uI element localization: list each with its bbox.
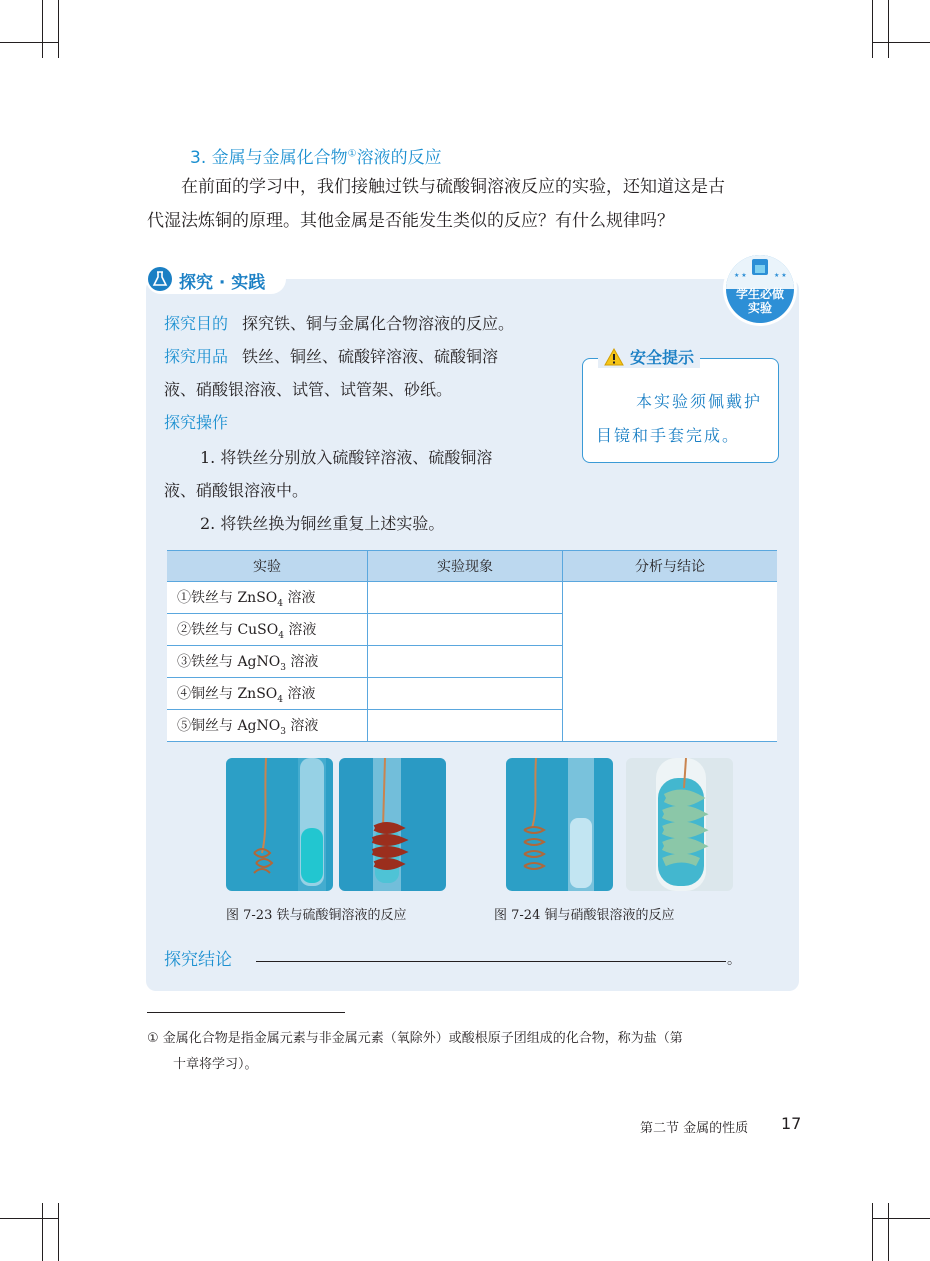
footnote (147, 1026, 807, 1078)
warning-icon (604, 348, 624, 366)
heading-text: 3. 金属与金属化合物 (190, 148, 348, 168)
materials-line-1: 铁丝、铜丝、硫酸锌溶液、硫酸铜溶 (242, 347, 499, 366)
experiment-cell: ③铁丝与 AgNO$_3$ 溶液 (167, 646, 368, 678)
phenomenon-cell[interactable] (368, 710, 563, 742)
intro-line-2: 代湿法炼铜的原理。其他金属是否能发生类似的反应？有什么规律吗？ (147, 211, 674, 231)
analysis-cell[interactable] (563, 582, 778, 742)
step1-line-2: 液、硝酸银溶液中。 (164, 481, 309, 500)
figure-caption-7-23: 图 7-23 铁与硫酸铜溶液的反应 (226, 908, 407, 923)
materials-label: 探究用品 (164, 347, 229, 366)
header-phenomenon: 实验现象 (368, 551, 563, 582)
purpose-label: 探究目的 (164, 314, 229, 333)
header-experiment: 实验 (167, 551, 368, 582)
intro-line-1: 在前面的学习中，我们接触过铁与硫酸铜溶液反应的实验，还知道这是古 (181, 177, 725, 197)
badge-line-2: 实验 (747, 301, 773, 315)
conclusion-blank[interactable] (256, 961, 726, 962)
figure-caption-7-24: 图 7-24 铜与硝酸银溶液的反应 (494, 908, 675, 923)
phenomenon-cell[interactable] (368, 646, 563, 678)
experiment-cell: ⑤铜丝与 AgNO$_3$ 溶液 (167, 710, 368, 742)
photo-iron-wire-before (226, 758, 333, 891)
operation-label: 探究操作 (164, 413, 229, 432)
required-experiment-badge (722, 251, 798, 327)
footnote-marker: ① (347, 148, 357, 160)
phenomenon-cell[interactable] (368, 614, 563, 646)
experiment-table (167, 550, 777, 742)
tag-label: 探究 · 实践 (179, 273, 266, 293)
flask-icon (148, 267, 172, 291)
photo-copper-wire-after (626, 758, 733, 891)
footnote-rule (147, 1012, 345, 1013)
purpose-row (164, 314, 514, 334)
experiment-cell: ④铜丝与 ZnSO$_4$ 溶液 (167, 678, 368, 710)
step2: 2. 将铁丝换为铜丝重复上述实验。 (200, 514, 445, 533)
section-heading (190, 143, 442, 168)
phenomenon-cell[interactable] (368, 582, 563, 614)
svg-text:★ ★: ★ ★ (734, 272, 747, 279)
experiment-cell: ①铁丝与 ZnSO$_4$ 溶液 (167, 582, 368, 614)
page-number: 17 (781, 1114, 802, 1133)
footnote-line-2: 十章将学习）。 (173, 1057, 258, 1072)
heading-tail: 溶液的反应 (356, 148, 442, 168)
footer-section: 第二节 金属的性质 (640, 1121, 749, 1136)
header-analysis: 分析与结论 (563, 551, 778, 582)
step1-line-1: 1. 将铁丝分别放入硫酸锌溶液、硫酸铜溶 (200, 448, 493, 467)
conclusion-label: 探究结论 (164, 950, 232, 970)
photo-iron-wire-after (339, 758, 446, 891)
photo-copper-wire-before (506, 758, 613, 891)
footnote-line-1: ① 金属化合物是指金属元素与非金属元素（氧除外）或酸根原子团组成的化合物，称为盐（第 (147, 1031, 683, 1046)
table-row (167, 582, 777, 614)
safety-text (596, 385, 766, 453)
table-header-row (167, 551, 777, 582)
purpose-text: 探究铁、铜与金属化合物溶液的反应。 (242, 314, 515, 333)
safety-title (598, 345, 700, 368)
experiment-cell: ②铁丝与 CuSO$_4$ 溶液 (167, 614, 368, 646)
safety-title-text: 安全提示 (630, 348, 695, 367)
conclusion-period: 。 (727, 952, 741, 968)
materials-line-2: 液、硝酸银溶液、试管、试管架、砂纸。 (164, 380, 453, 399)
phenomenon-cell[interactable] (368, 678, 563, 710)
safety-text-body: 本实验须佩戴护目镜和手套完成。 (596, 392, 763, 445)
badge-line-1: 学生必做 (735, 287, 785, 301)
materials-row (164, 347, 498, 367)
svg-text:★ ★: ★ ★ (774, 272, 787, 279)
